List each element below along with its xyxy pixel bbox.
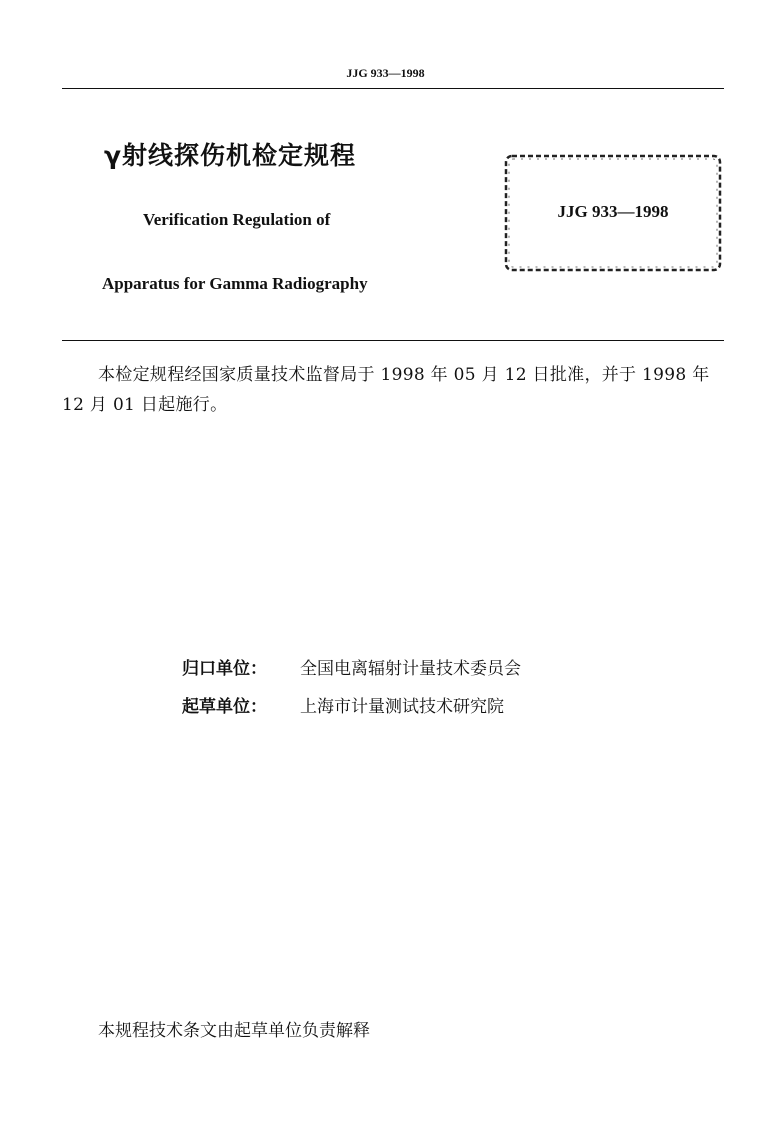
approval-paragraph xyxy=(62,360,724,420)
header-standard-code: JJG 933—1998 xyxy=(346,66,425,80)
title-english-line-2: Apparatus for Gamma Radiography xyxy=(102,274,368,293)
drafting-unit-label: 起草单位： xyxy=(182,697,267,717)
drafting-unit-row xyxy=(182,692,504,717)
code-box-standard-code: JJG 933—1998 xyxy=(557,202,669,221)
approval-text: 本检定规程经国家质量技术监督局于 1998 年 05 月 12 日批准，并于 1998 年 12 月 01 日起施行。 xyxy=(62,365,710,415)
responsible-unit-label: 归口单位： xyxy=(182,659,267,679)
code-box xyxy=(502,150,724,276)
responsible-unit-row xyxy=(182,654,521,679)
section-rule xyxy=(62,340,724,341)
responsible-unit-value: 全国电离辐射计量技术委员会 xyxy=(300,659,521,679)
title-english-line-1: Verification Regulation of xyxy=(143,210,331,229)
drafting-unit-value: 上海市计量测试技术研究院 xyxy=(300,697,504,717)
header-rule xyxy=(62,88,724,89)
title-chinese: γ射线探伤机检定规程 xyxy=(104,141,357,170)
footer-note: 本规程技术条文由起草单位负责解释 xyxy=(98,1021,370,1041)
